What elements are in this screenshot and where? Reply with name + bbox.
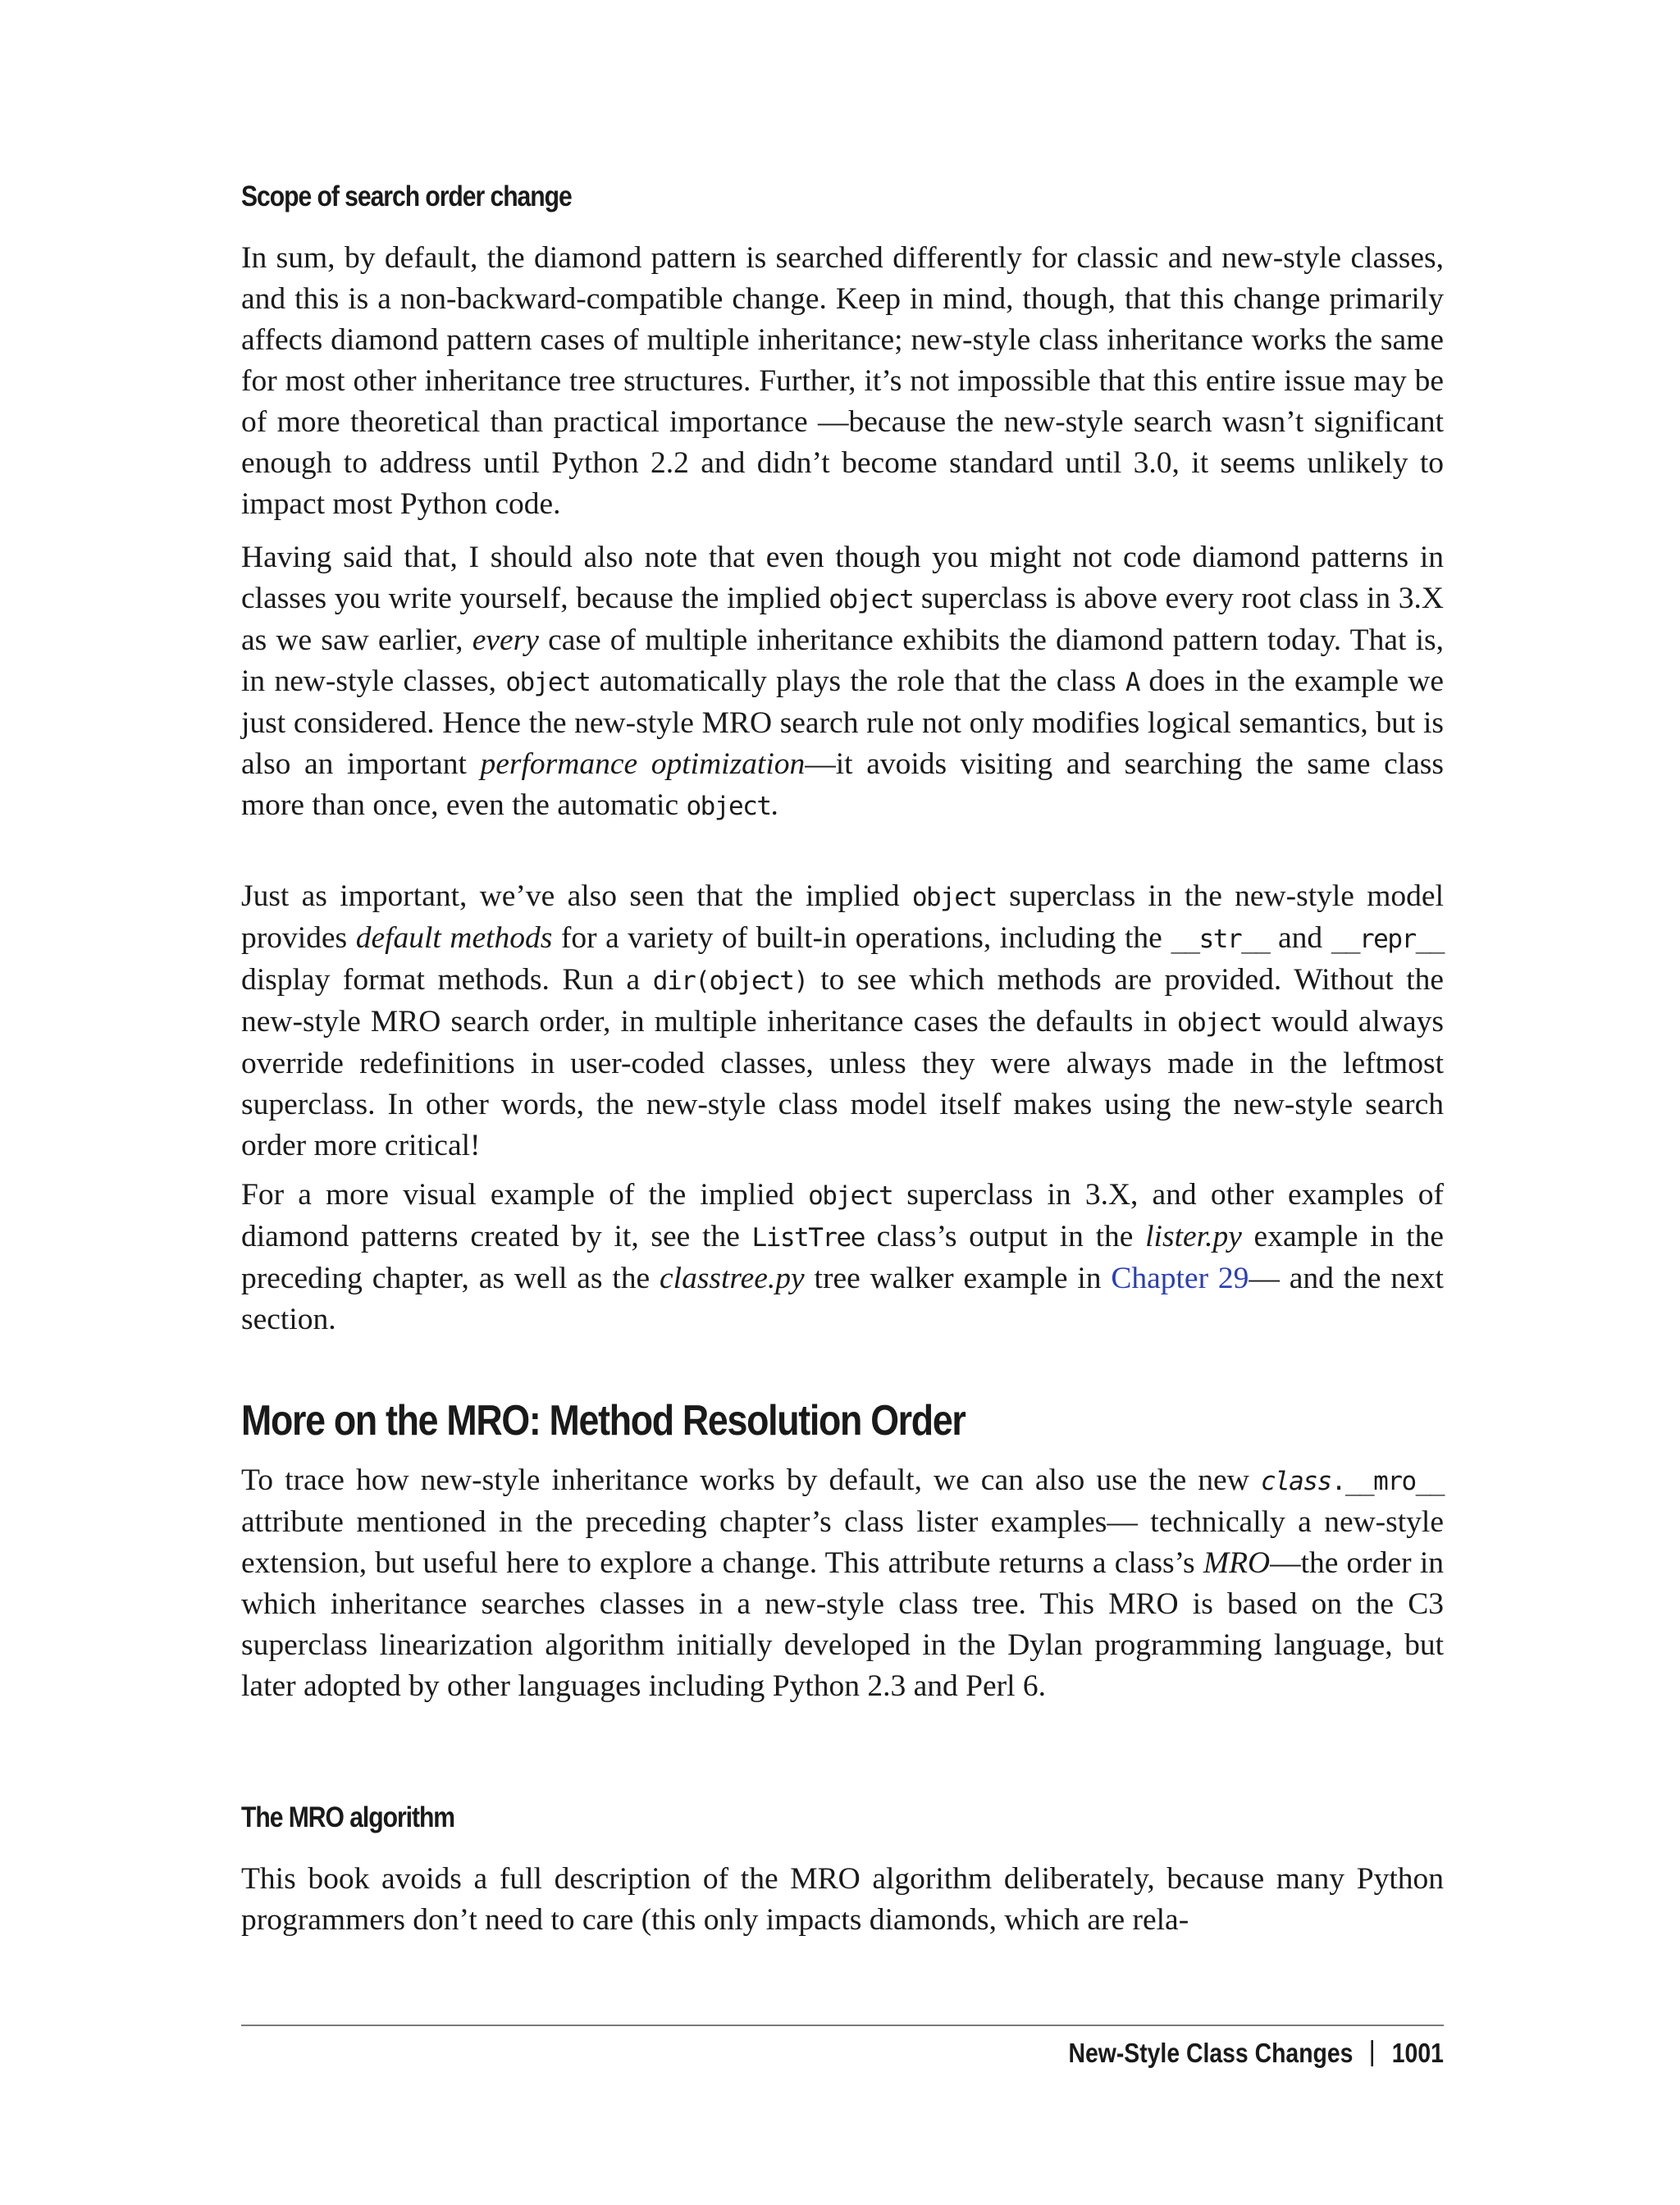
inline-code: object [505, 668, 591, 697]
scope-paragraph-4 [241, 1175, 1444, 1340]
emphasis: every [472, 623, 539, 657]
algorithm-paragraph-1 [241, 1859, 1444, 1941]
chapter-29-link[interactable]: Chapter 29 [1111, 1262, 1249, 1295]
inline-code: class.__mro__ [1260, 1467, 1444, 1496]
paragraph: For a more visual example of the implied object superclass in 3.X, and other examples of diamond patterns created by it, see the ListTree class’s output in the lister.py example in the preceding chapter, as well as the classtree.py tree walker example in Chapter 29— and the next section. [241, 1178, 1444, 1336]
algorithm-heading: The MRO algorithm [241, 1801, 455, 1833]
algorithm-heading-wrap [241, 1801, 1444, 1834]
emphasis: default methods [355, 921, 553, 955]
page-number: 1001 [1391, 2038, 1444, 2068]
footer-rule [241, 2025, 1444, 2026]
footer-separator [1372, 2040, 1374, 2066]
paragraph: To trace how new-style inheritance works by default, we can also use the new class.__mro__ attribute mentioned in the preceding chapter’s class lister examples— technically a new-style extension, but useful here to explore a change. This attribute returns a class’s MRO—the order in which inheritance searches classes in a new-style class tree. This MRO is based on the C3 superclass linearization algorithm initially developed in the Dylan programming language, but later adopted by other languages including Python 2.3 and Perl 6. [241, 1463, 1445, 1703]
scope-heading-wrap [241, 180, 1444, 213]
scope-paragraph-3 [241, 876, 1444, 1166]
paragraph: Just as important, we’ve also seen that the implied object superclass in the new-style model provides default methods for a variety of built-in operations, including the __str__ and __repr__ display format methods. Run a dir(object) to see which methods are provided. Without the new-style MRO search order, in multiple inheritance cases the defaults in object would always override redefinitions in user-coded classes, unless they were always made in the leftmost superclass. In other words, the new-style class model itself makes using the new-style search order more critical! [241, 879, 1445, 1162]
emphasis: performance optimization [480, 747, 806, 781]
inline-code: __repr__ [1331, 924, 1444, 954]
inline-code: __str__ [1171, 924, 1270, 954]
emphasis: classtree.py [660, 1262, 805, 1295]
paragraph: Having said that, I should also note that even though you might not code diamond patterns in classes you write yourself, because the implied object superclass is above every root class in 3.X as we saw earlier, every case of multiple inheritance exhibits the diamond pattern today. That is, in new-style classes, object automatically plays the role that the class A does in the example we just considered. Hence the new-style MRO search rule not only modifies logical semantics, but is also an important performance optimization—it avoids visiting and searching the same class more than once, even the automatic object. [241, 541, 1444, 822]
mro-section-heading: More on the MRO: Method Resolution Order [241, 1397, 966, 1445]
inline-code: object [808, 1181, 893, 1211]
scope-paragraph-1 [241, 238, 1444, 525]
inline-code-italic: class [1260, 1467, 1331, 1496]
inline-code: object [911, 883, 997, 912]
running-title: New-Style Class Changes [1068, 2038, 1354, 2068]
scope-paragraph-2 [241, 537, 1444, 827]
mro-paragraph-1 [241, 1460, 1444, 1707]
inline-code: object [686, 792, 771, 821]
page-footer [1069, 2038, 1444, 2069]
mro-heading-wrap [241, 1396, 1444, 1445]
inline-code: ListTree [751, 1223, 865, 1253]
inline-code: object [1176, 1008, 1262, 1038]
emphasis: lister.py [1145, 1220, 1242, 1253]
paragraph: In sum, by default, the diamond pattern is searched differently for classic and new-style classes, and this is a non-backward-compatible change. Keep in mind, though, that this change primarily affects diamond pattern cases of multiple inheritance; new-style class inheritance works the same for most other inheritance tree structures. Further, it’s not impossible that this entire issue may be of more theoretical than practical importance —because the new-style search wasn’t significant enough to address until Python 2.2 and didn’t become standard until 3.0, it seems unlikely to impact most Python code. [241, 241, 1444, 521]
paragraph: This book avoids a full description of the MRO algorithm deliberately, because many Python programmers don’t need to care (this only impacts diamonds, which are rela- [241, 1862, 1444, 1937]
inline-code: dir(object) [652, 966, 808, 996]
inline-code: object [829, 585, 914, 614]
scope-heading: Scope of search order change [241, 180, 572, 212]
inline-code: A [1125, 668, 1140, 697]
emphasis: MRO [1203, 1546, 1271, 1580]
